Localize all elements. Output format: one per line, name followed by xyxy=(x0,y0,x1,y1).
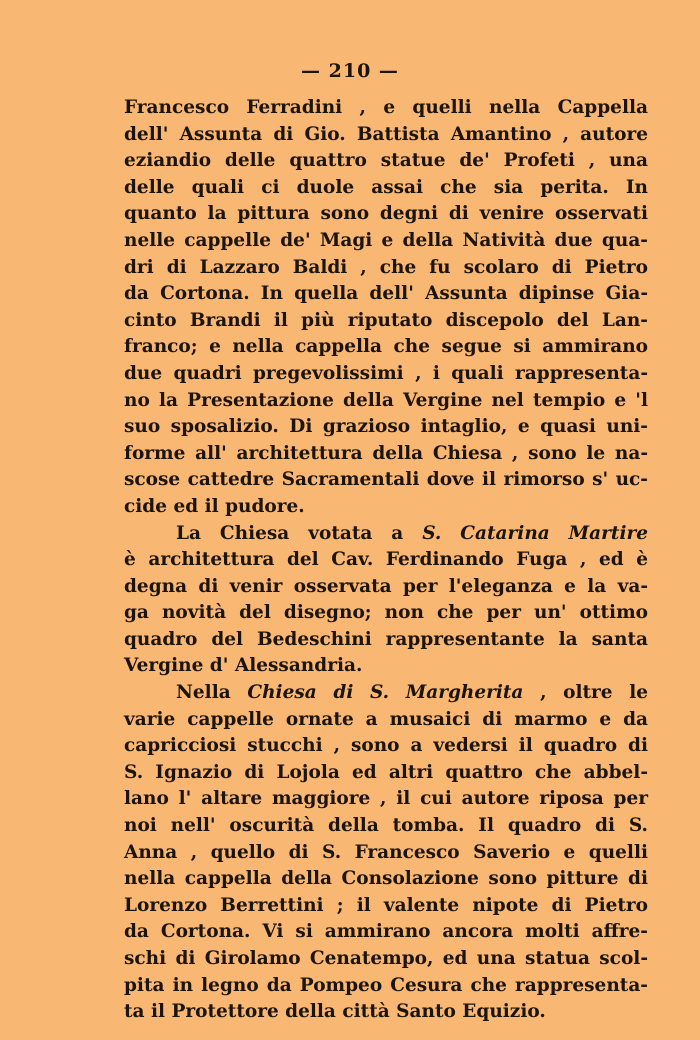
page-number: — 210 — xyxy=(301,60,399,82)
text-line: noi nell' oscurità della tomba. Il quadro di S. xyxy=(124,815,648,837)
text-line: dell' Assunta di Gio. Battista Amantino , autore xyxy=(124,123,648,145)
paragraph-start-line xyxy=(124,680,648,707)
text-line: Lorenzo Berrettini ; il valente nipote di Pietro xyxy=(124,894,648,916)
text-segment: Nella xyxy=(176,682,231,704)
paragraph-start-line xyxy=(124,521,648,548)
text-line: S. Ignazio di Lojola ed altri quattro che abbel- xyxy=(124,761,648,783)
paragraph-end-line: ta il Protettore della città Santo Equizio. xyxy=(124,1001,546,1023)
text-line: quanto la pittura sono degni di venire osservati xyxy=(124,203,648,225)
text-line: da Cortona. Vi si ammirano ancora molti affre- xyxy=(124,921,648,943)
text-line: eziandio delle quattro statue de' Profeti , una xyxy=(124,150,648,172)
text-segment: La Chiesa votata a xyxy=(176,522,404,544)
church-name-catarina: S. Catarina Martire xyxy=(422,522,648,544)
text-line: è architettura del Cav. Ferdinando Fuga , ed è xyxy=(124,549,648,571)
text-line: schi di Girolamo Cenatempo, ed una statua scol- xyxy=(124,948,648,969)
paragraph-end-line: cide ed il pudore. xyxy=(124,495,305,517)
text-line: forme all' architettura della Chiesa , sono le na- xyxy=(124,442,648,464)
text-line: delle quali ci duole assai che sia perita. In xyxy=(124,176,648,198)
text-line: ga novità del disegno; non che per un' ottimo xyxy=(124,602,648,624)
text-line: quadro del Bedeschini rappresentante la santa xyxy=(124,628,648,650)
paragraph-end-line: Vergine d' Alessandria. xyxy=(124,655,363,677)
text-line: capricciosi stucchi , sono a vedersi il quadro di xyxy=(124,735,648,757)
text-line: degna di venir osservata per l'eleganza e la va- xyxy=(124,575,648,597)
text-line: suo sposalizio. Di grazioso intaglio, e quasi uni- xyxy=(124,416,648,438)
text-line: Francesco Ferradini , e quelli nella Cappella xyxy=(124,97,648,118)
text-line: varie cappelle ornate a musaici di marmo e da xyxy=(124,708,648,730)
text-line: nelle cappelle de' Magi e della Natività due qua- xyxy=(124,229,648,251)
text-line: da Cortona. In quella dell' Assunta dipinse Gia- xyxy=(124,283,648,305)
text-line: scose cattedre Sacramentali dove il rimorso s' uc- xyxy=(124,469,648,491)
text-line: franco; e nella cappella che segue si ammirano xyxy=(124,336,648,358)
text-segment: , oltre le xyxy=(540,682,648,704)
text-line: nella cappella della Consolazione sono pitture di xyxy=(124,868,648,890)
church-name-margherita: Chiesa di S. Margherita xyxy=(247,682,524,704)
body-text xyxy=(124,95,648,1026)
text-line: no la Presentazione della Vergine nel tempio e 'l xyxy=(124,389,648,411)
text-line: Anna , quello di S. Francesco Saverio e quelli xyxy=(124,841,648,863)
text-line: due quadri pregevolissimi , i quali rappresenta- xyxy=(124,362,648,384)
text-line: dri di Lazzaro Baldi , che fu scolaro di Pietro xyxy=(124,256,648,278)
text-line: cinto Brandi il più riputato discepolo del Lan- xyxy=(124,309,648,331)
text-line: pita in legno da Pompeo Cesura che rappresenta- xyxy=(124,974,648,996)
text-line: lano l' altare maggiore , il cui autore riposa per xyxy=(124,788,648,810)
